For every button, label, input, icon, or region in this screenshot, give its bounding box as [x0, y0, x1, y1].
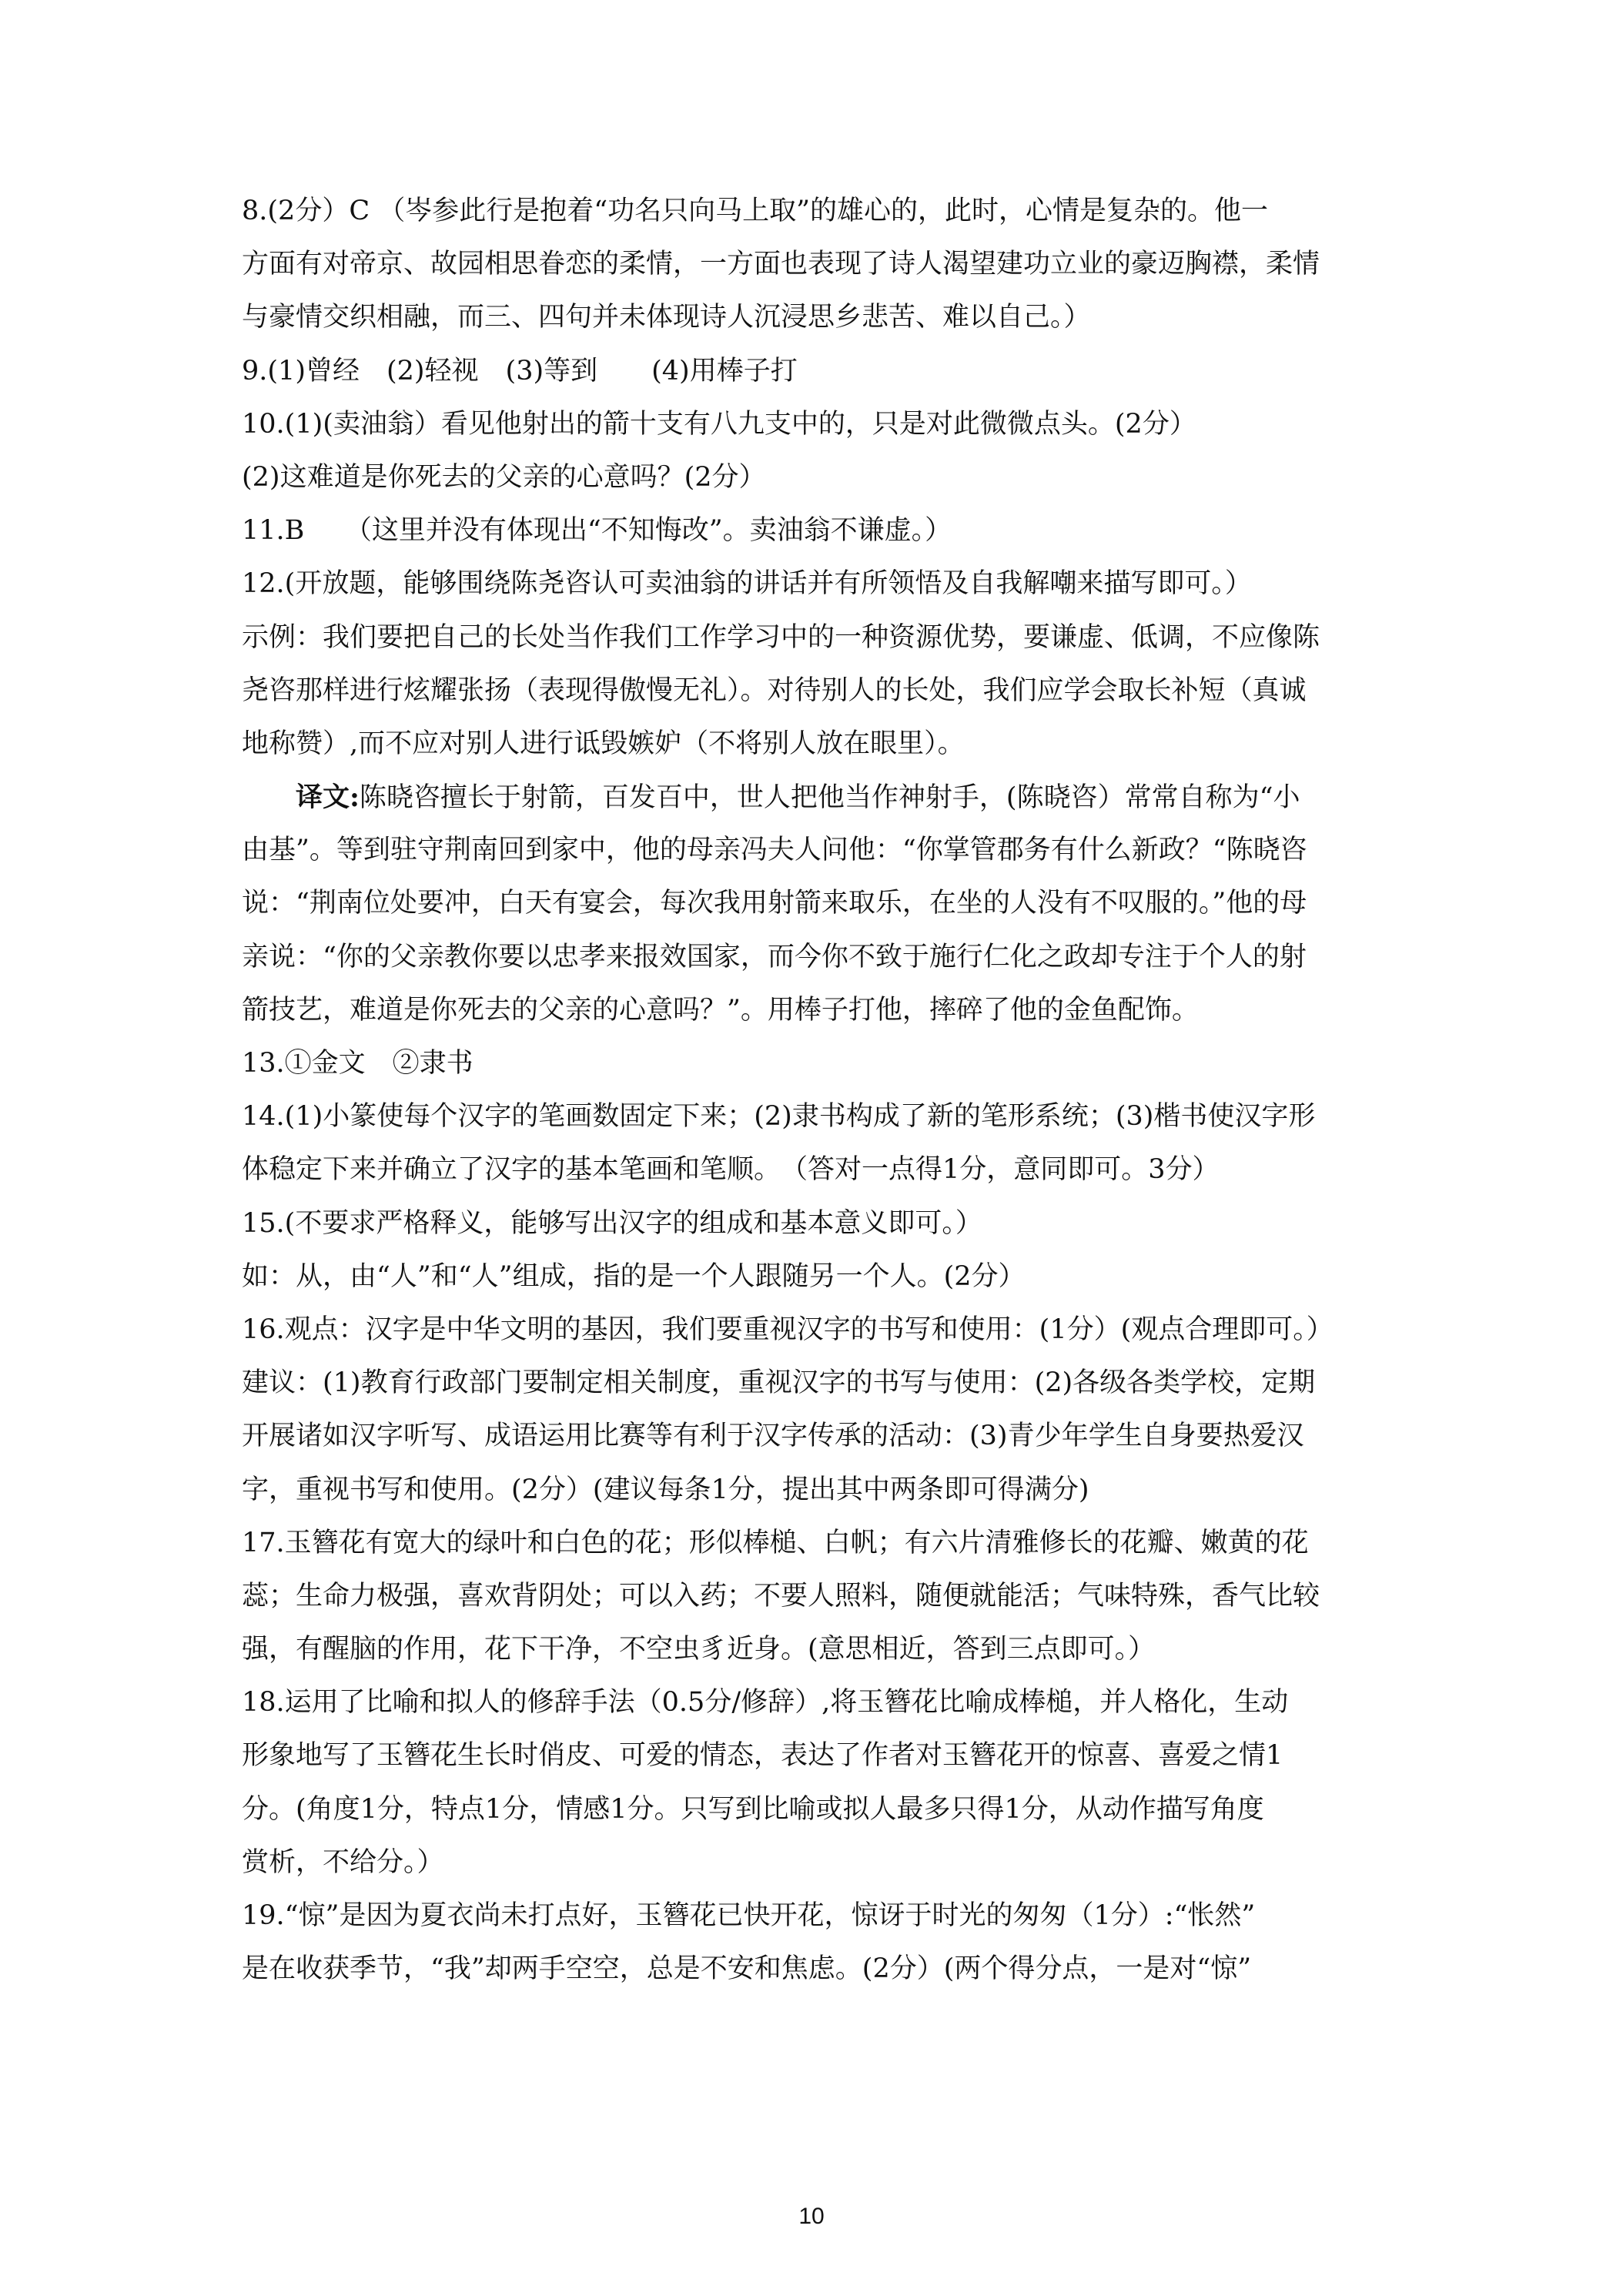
text-line: 13.①金文 ②隶书	[242, 1048, 474, 1079]
page-number: 10	[798, 2204, 825, 2229]
text-line: 15.(不要求严格释义，能够写出汉字的组成和基本意义即可。）	[242, 1207, 982, 1239]
text-line: 说：“荆南位处要冲，白天有宴会，每次我用射箭来取乐，在坐的人没有不叹服的。”他的母	[242, 888, 1307, 919]
text-line: 强，有醒脑的作用，花下干净，不空虫豸近身。(意思相近，答到三点即可。）	[242, 1634, 1156, 1665]
text-line: 地称赞）,而不应对别人进行诋毁嫉妒（不将别人放在眼里）。	[242, 728, 965, 759]
text-line: 由基”。等到驻守荆南回到家中，他的母亲冯夫人问他：“你掌管郡务有什么新政？“陈晓咨	[242, 835, 1307, 866]
text-line: 如：从，由“人”和“人”组成，指的是一个人跟随另一个人。(2分）	[242, 1260, 1026, 1292]
text-line: 形象地写了玉簪花生长时俏皮、可爱的情态，表达了作者对玉簪花开的惊喜、喜爱之情1	[242, 1740, 1283, 1772]
text-line: 18.运用了比喻和拟人的修辞手法（0.5分/修辞）,将玉簪花比喻成棒槌，并人格化，生动	[242, 1687, 1289, 1719]
text-line: 建议：(1)教育行政部门要制定相关制度，重视汉字的书写与使用：(2)各级各类学校，定期	[242, 1367, 1316, 1399]
text-line: 体稳定下来并确立了汉字的基本笔画和笔顺。 （答对一点得1分，意同即可。3分）	[242, 1154, 1220, 1186]
translation-first-line	[242, 771, 1623, 824]
text-line: (2)这难道是你死去的父亲的心意吗？(2分）	[242, 461, 766, 493]
text-line: 8.(2分）C （岑参此行是抱着“功名只向马上取”的雄心的，此时，心情是复杂的。他一	[242, 196, 1269, 226]
translation-text: 陈晓咨擅长于射箭，百发百中，世人把他当作神射手，(陈晓咨）常常自称为“小	[359, 782, 1300, 814]
text-line: 蕊；生命力极强，喜欢背阴处；可以入药；不要人照料，随便就能活；气味特殊，香气比较	[242, 1580, 1320, 1612]
text-line: 开展诸如汉字听写、成语运用比赛等有利于汉字传承的活动：(3)青少年学生自身要热爱汉	[242, 1421, 1304, 1452]
text-line: 分。(角度1分，特点1分，情感1分。只写到比喻或拟人最多只得1分，从动作描写角度	[242, 1793, 1264, 1825]
text-line: 12.(开放题，能够围绕陈尧咨认可卖油翁的讲话并有所领悟及自我解嘲来描写即可。）	[242, 568, 1252, 600]
text-line: 11.B （这里并没有体现出“不知悔改”。卖油翁不谦虚。）	[242, 515, 952, 547]
text-line: 字，重视书写和使用。(2分）(建议每条1分，提出其中两条即可得满分)	[242, 1474, 1089, 1505]
text-line: 尧咨那样进行炫耀张扬（表现得傲慢无礼）。对待别人的长处，我们应学会取长补短（真诚	[242, 674, 1307, 706]
text-line: 9.(1)曾经 (2)轻视 (3)等到 (4)用棒子打	[242, 355, 798, 387]
text-line: 是在收获季节，“我”却两手空空，总是不安和焦虑。(2分）(两个得分点，一是对“惊”	[242, 1953, 1252, 1985]
text-line: 箭技艺，难道是你死去的父亲的心意吗？”。用棒子打他，摔碎了他的金鱼配饰。	[242, 994, 1199, 1026]
text-line: 19.“惊”是因为夏衣尚未打点好，玉簪花已快开花，惊讶于时光的匆匆（1分）:“怅然”	[242, 1900, 1256, 1931]
text-line: 17.玉簪花有宽大的绿叶和白色的花；形似棒槌、白帆；有六片清雅修长的花瓣、嫩黄的花	[242, 1527, 1309, 1558]
text-line: 赏析，不给分。）	[242, 1846, 444, 1878]
answer-text-body	[242, 185, 1623, 1996]
text-line: 14.(1)小篆使每个汉字的笔画数固定下来；(2)隶书构成了新的笔形系统；(3)楷书使汉字形	[242, 1101, 1316, 1133]
text-line: 16.观点：汉字是中华文明的基因，我们要重视汉字的书写和使用：(1分）(观点合理即可。）	[242, 1314, 1334, 1345]
text-line: 示例：我们要把自己的长处当作我们工作学习中的一种资源优势，要谦虚、低调，不应像陈	[242, 621, 1320, 653]
translation-label: 译文:	[296, 782, 360, 814]
text-line: 方面有对帝京、故园相思眷恋的柔情，一方面也表现了诗人渴望建功立业的豪迈胸襟，柔情	[242, 249, 1320, 280]
text-line: 与豪情交织相融，而三、四句并未体现诗人沉浸思乡悲苦、难以自己。）	[242, 302, 1091, 333]
text-line: 10.(1)(卖油翁）看见他射出的箭十支有八九支中的，只是对此微微点头。(2分）	[242, 408, 1196, 440]
text-line: 亲说：“你的父亲教你要以忠孝来报效国家，而今你不致于施行仁化之政却专注于个人的射	[242, 941, 1307, 972]
